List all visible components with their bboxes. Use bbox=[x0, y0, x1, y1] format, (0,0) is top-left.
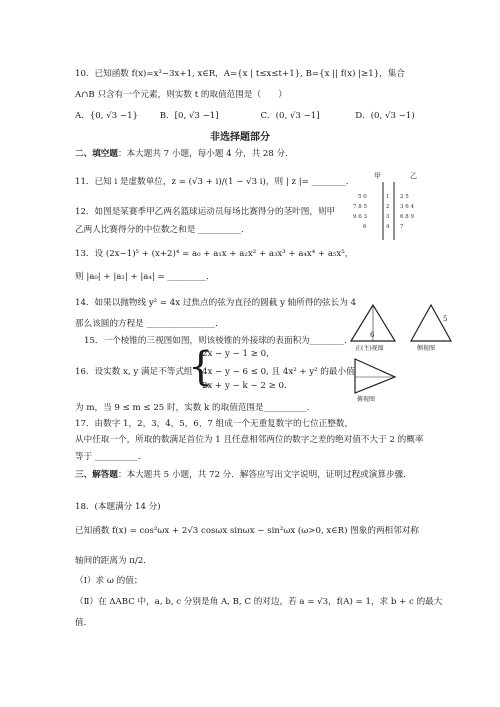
q18-part1: （Ⅰ）求 ω 的值； bbox=[75, 576, 143, 586]
svg-text:3 6 4: 3 6 4 bbox=[400, 204, 414, 210]
q16-lead: 16．设实数 x, y 满足不等式组 bbox=[75, 367, 193, 377]
q15: 15．一个棱锥的三视图如图，则该棱锥的外接球的表面积为________． bbox=[84, 336, 353, 346]
fill-header: 二、填空题：本大题共 7 小题，每小题 4 分，共 28 分． bbox=[75, 149, 294, 159]
side-view-triangle bbox=[411, 305, 451, 341]
answer-header: 三、解答题：本大题共 5 小题，共 72 分．解答应写出文字说明，证明过程或演算步骤． bbox=[75, 470, 412, 480]
svg-text:2 5: 2 5 bbox=[400, 194, 409, 200]
three-view-figure bbox=[345, 297, 475, 407]
q18-line2: 轴间的距离为 π/2． bbox=[75, 556, 152, 566]
choice-d: D．(0, √3 −1) bbox=[355, 111, 415, 121]
top-view-label: 俯视图 bbox=[357, 396, 376, 403]
q10-choices bbox=[75, 110, 415, 122]
stem-header-yi: 乙 bbox=[410, 172, 417, 180]
top-view-triangle bbox=[355, 359, 395, 393]
svg-text:6 8 9: 6 8 9 bbox=[400, 214, 414, 220]
q17-line2: 从中任取一个，所取的数满足首位为 1 且任意相邻两位的数字之差的绝对值不大于 2 的概率 bbox=[75, 435, 424, 445]
q10-line2: A∩B 只含有一个元素，则实数 t 的取值范围是（ ） bbox=[75, 90, 287, 100]
choice-b: B．[0, √3 −1] bbox=[159, 111, 219, 121]
stem-header-jia: 甲 bbox=[374, 172, 381, 180]
q17-line3: 等于 __________． bbox=[75, 452, 147, 462]
svg-text:5 0: 5 0 bbox=[358, 194, 367, 200]
svg-text:7: 7 bbox=[400, 224, 404, 230]
svg-text:1: 1 bbox=[386, 194, 390, 200]
q17-line1: 17．由数字 1，2，3，4，5，6，7 组成一个无重复数字的七位正整数， bbox=[75, 419, 354, 429]
svg-text:5: 5 bbox=[443, 315, 448, 323]
side-view-label: 侧视图 bbox=[417, 345, 436, 352]
q13-line2: 则 |a₀| + |a₂| + |a₄| = _________． bbox=[75, 272, 215, 282]
q18-line1: 已知函数 f(x) = cos²ωx + 2√3 cosωx sinωx − sin²ωx (ω>0, x∈R) 图象的两相邻对称 bbox=[75, 526, 419, 536]
q18-part2: （Ⅱ）在 ΔABC 中，a, b, c 分别是角 A, B, C 的对边，若 a = √3，f(A) = 1，求 b + c 的最大 bbox=[75, 597, 443, 607]
svg-text:3: 3 bbox=[386, 214, 390, 220]
q12-line2: 乙两人比赛得分的中位数之和是 __________． bbox=[75, 225, 250, 235]
q18-line3: 值． bbox=[75, 618, 93, 628]
svg-text:6: 6 bbox=[370, 331, 375, 339]
section-title: 非选择题部分 bbox=[210, 132, 270, 143]
svg-text:2: 2 bbox=[386, 204, 390, 210]
q12-line1: 12．如图是某赛季甲乙两名篮球运动员每场比赛得分的茎叶图，则甲 bbox=[75, 207, 336, 217]
q13-line1: 13．设 (2x−1)⁵ + (x+2)⁴ = a₀ + a₁x + a₂x² + a₃x³ + a₄x⁴ + a₅x⁵， bbox=[75, 249, 354, 259]
svg-text:9 6 3: 9 6 3 bbox=[353, 214, 367, 220]
svg-text:6: 6 bbox=[363, 224, 367, 230]
front-view-label: 正(主)视图 bbox=[355, 345, 384, 352]
choice-a: A．{0, √3 −1} bbox=[75, 111, 139, 121]
q14-line2: 那么该圆的方程是 ________________． bbox=[75, 319, 224, 329]
q11: 11．已知 i 是虚数单位，z = (√3 + i)/(1 − √3 i)，则 | z |= ________． bbox=[75, 177, 355, 187]
svg-text:7 8 5: 7 8 5 bbox=[353, 204, 367, 210]
svg-text:4: 4 bbox=[386, 224, 390, 230]
stem-leaf-figure bbox=[350, 168, 450, 248]
choice-c: C．(0, √3 −1] bbox=[260, 111, 320, 121]
q18-head: 18．(本题满分 14 分) bbox=[75, 502, 161, 512]
q16-line2: 为 m，当 9 ≤ m ≤ 25 时，实数 k 的取值范围是__________． bbox=[75, 403, 316, 413]
q10-line1: 10．已知函数 f(x)=x³−3x+1, x∈R，A={x | t≤x≤t+1}, B={x || f(x) |≥1}，集合 bbox=[75, 69, 405, 79]
q14-line1: 14．如果以抛物线 y² = 4x 过焦点的弦为直径的圆截 y 轴所得的弦长为 4 bbox=[75, 298, 357, 308]
